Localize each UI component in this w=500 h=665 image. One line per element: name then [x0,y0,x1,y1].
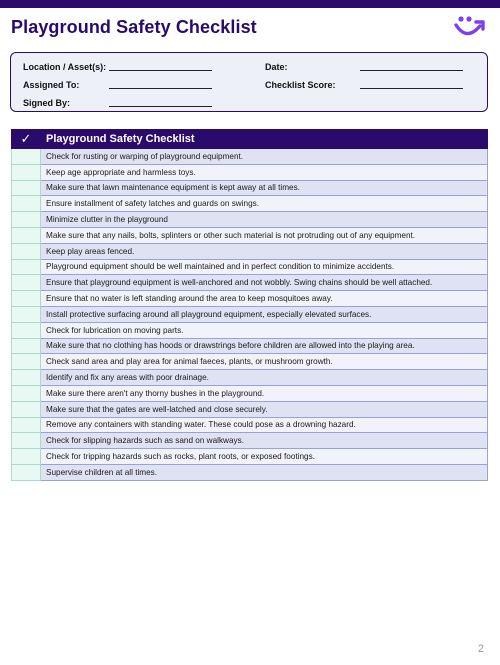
checklist-row [12,322,488,338]
checklist-row [12,227,488,243]
date-label: Date: [265,62,288,72]
checkbox-cell[interactable] [12,338,41,354]
checklist-item-text: Install protective surfacing around all playground equipment, especially elevated surfaces. [41,306,488,322]
checklist-row [12,291,488,307]
details-box [10,52,488,112]
checklist-item-text: Playground equipment should be well maintained and in perfect condition to minimize accidents. [41,259,488,275]
checklist-item-text: Make sure that any nails, bolts, splinters or other such material is not protruding out of any equipment. [41,227,488,243]
checklist-row [12,306,488,322]
checklist-item-text: Identify and fix any areas with poor drainage. [41,370,488,386]
checkbox-cell[interactable] [12,306,41,322]
checklist-item-text: Ensure that playground equipment is well-anchored and not wobbly. Swing chains should be well attached. [41,275,488,291]
checklist-item-text: Ensure installment of safety latches and guards on swings. [41,196,488,212]
checklist-item-text: Check sand area and play area for animal faeces, plants, or mushroom growth. [41,354,488,370]
checklist-row [12,275,488,291]
checklist-item-text: Supervise children at all times. [41,464,488,480]
checklist-item-text: Check for rusting or warping of playground equipment. [41,149,488,165]
assigned-to-field[interactable] [109,88,212,89]
checkbox-cell[interactable] [12,433,41,449]
checkbox-cell[interactable] [12,370,41,386]
checklist-row [12,196,488,212]
checkbox-cell[interactable] [12,149,41,165]
checklist-item-text: Remove any containers with standing water. These could pose as a drowning hazard. [41,417,488,433]
checklist-item-text: Make sure that lawn maintenance equipment is kept away at all times. [41,180,488,196]
checkmark-icon: ✓ [12,130,41,149]
checklist-score-label: Checklist Score: [265,80,336,90]
signed-by-label: Signed By: [23,98,71,108]
checkbox-cell[interactable] [12,464,41,480]
checklist-item-text: Ensure that no water is left standing around the area to keep mosquitoes away. [41,291,488,307]
checklist-row [12,370,488,386]
checklist-score-field[interactable] [360,88,463,89]
checkbox-cell[interactable] [12,180,41,196]
checklist-item-text: Check for slipping hazards such as sand on walkways. [41,433,488,449]
checklist-row [12,338,488,354]
checklist-row [12,385,488,401]
checklist-row [12,180,488,196]
checkbox-cell[interactable] [12,385,41,401]
page-number: 2 [477,643,484,655]
checklist-table [11,129,488,481]
checklist-row [12,149,488,165]
checkbox-cell[interactable] [12,259,41,275]
checkbox-cell[interactable] [12,449,41,465]
checkbox-cell[interactable] [12,291,41,307]
checkbox-cell[interactable] [12,196,41,212]
checklist-row [12,354,488,370]
location-field[interactable] [109,70,212,71]
checklist-item-text: Keep age appropriate and harmless toys. [41,164,488,180]
location-label: Location / Asset(s): [23,62,107,72]
checklist-item-text: Keep play areas fenced. [41,243,488,259]
checkbox-cell[interactable] [12,275,41,291]
checklist-row [12,243,488,259]
checkbox-cell[interactable] [12,401,41,417]
checklist-header-title: Playground Safety Checklist [41,130,488,149]
checkbox-cell[interactable] [12,227,41,243]
checklist-row [12,212,488,228]
signed-by-field[interactable] [109,106,212,107]
checklist-item-text: Make sure that the gates are well-latched and close securely. [41,401,488,417]
checkbox-cell[interactable] [12,417,41,433]
checkbox-cell[interactable] [12,212,41,228]
checkbox-cell[interactable] [12,354,41,370]
checklist-row [12,464,488,480]
checklist-item-text: Make sure that no clothing has hoods or drawstrings before children are allowed into the playing area. [41,338,488,354]
checklist-row [12,449,488,465]
top-accent-bar [0,0,500,8]
checklist-item-text: Check for lubrication on moving parts. [41,322,488,338]
smile-logo-icon [452,14,490,40]
checkbox-cell[interactable] [12,243,41,259]
checklist-row [12,164,488,180]
checklist-row [12,401,488,417]
date-field[interactable] [360,70,463,71]
page-title: Playground Safety Checklist [11,17,257,37]
checkbox-cell[interactable] [12,164,41,180]
checklist-row [12,433,488,449]
assigned-to-label: Assigned To: [23,80,80,90]
checklist-item-text: Check for tripping hazards such as rocks, plant roots, or exposed footings. [41,449,488,465]
checkbox-cell[interactable] [12,322,41,338]
checklist-row [12,417,488,433]
checklist-item-text: Minimize clutter in the playground [41,212,488,228]
checklist-row [12,259,488,275]
checklist-header-row [12,130,488,149]
checklist-item-text: Make sure there aren't any thorny bushes in the playground. [41,385,488,401]
